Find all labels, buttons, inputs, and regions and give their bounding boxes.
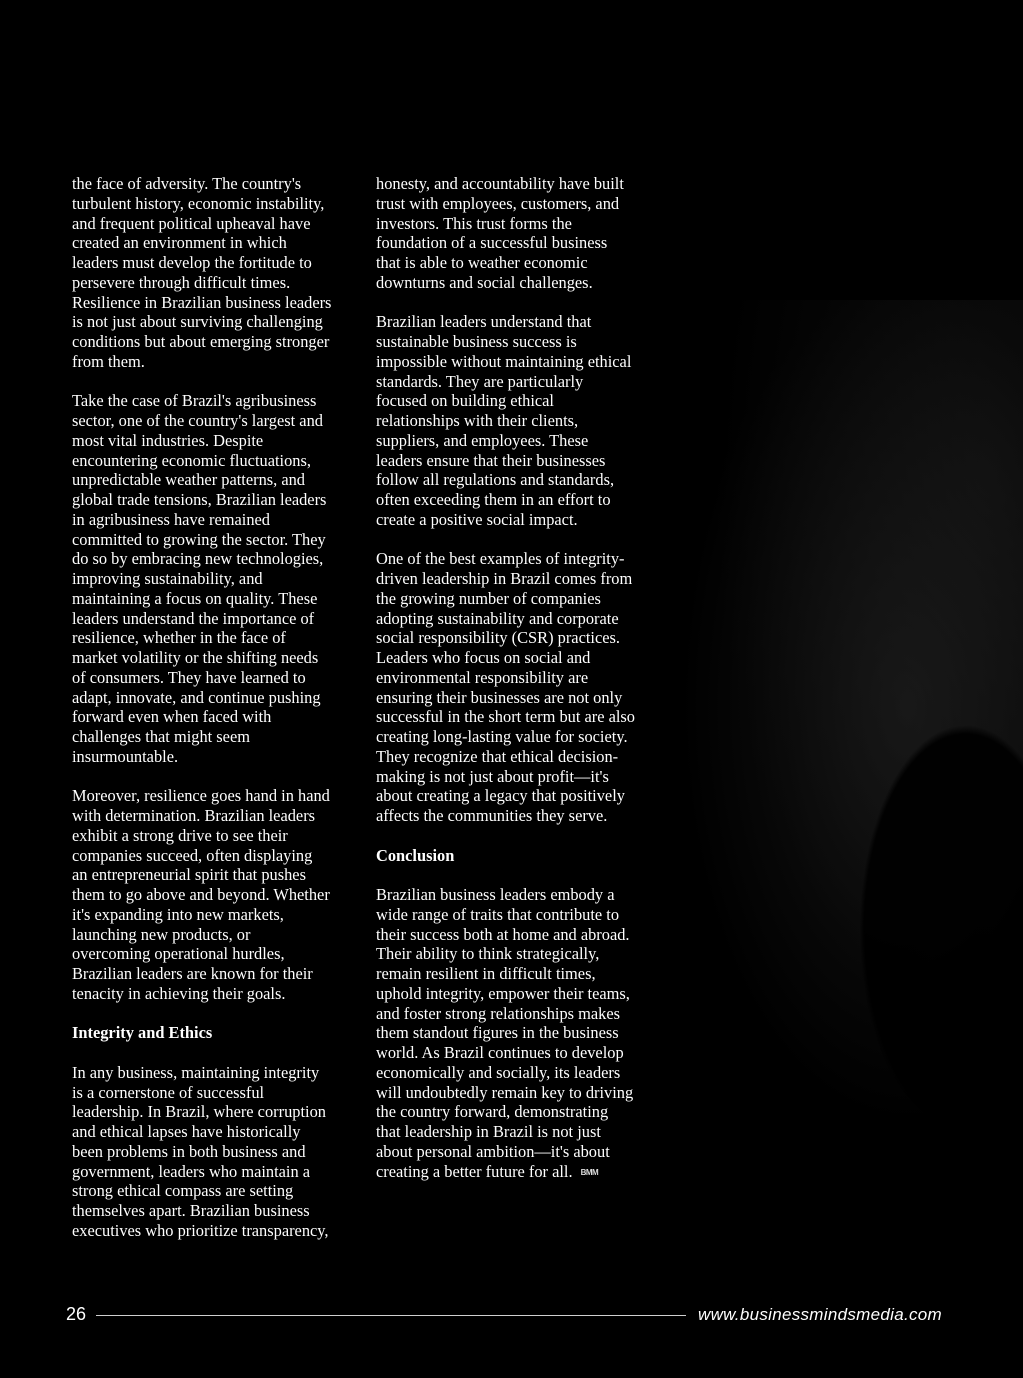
section-heading-conclusion: Conclusion — [376, 845, 455, 865]
left-paragraph-2: Take the case of Brazil's agribusiness sector, one of the country's largest and most vital industries. Despite encountering economic fluctuations, unpredictable weather patterns, and global trade tensions, Brazilian leaders in agribusiness have remained committed to growing the sector. They do so by embracing new technologies, improving sustainability, and maintaining a focus on quality. These leaders understand the importance of resilience, whether in the face of market volatility or the shifting needs of consumers. They have learned to adapt, innovate, and continue pushing forward even when faced with challenges that might seem insurmountable. — [72, 391, 327, 766]
right-paragraph-1: honesty, and accountability have built trust with employees, customers, and investors. This trust forms the foundation of a successful business that is able to weather economic downturns and social challenges. — [376, 174, 624, 292]
right-paragraph-2: Brazilian leaders understand that sustainable business success is impossible without maintaining ethical standards. They are particularly focused on building ethical relationships with their clients, suppliers, and employees. These leaders ensure that their businesses follow all regulations and standards, often exceeding them in an effort to create a positive social impact. — [376, 312, 632, 529]
page-footer — [0, 1302, 1023, 1330]
right-paragraph-4 — [376, 885, 658, 1182]
article-right-column — [376, 174, 658, 1202]
end-of-article-logo: BMM — [580, 1167, 599, 1177]
left-paragraph-4: In any business, maintaining integrity is a cornerstone of successful leadership. In Brazil, where corruption and ethical lapses have historically been problems in both business and government, leaders who maintain a strong ethical compass are setting themselves apart. Brazilian business executives who prioritize transparency, — [72, 1062, 329, 1240]
conclusion-text: Brazilian business leaders embody a wide range of traits that contribute to their success both at home and abroad. Their ability to think strategically, remain resilient in difficult times, uphold integrity, empower their teams, and foster strong relationships makes them standout figures in the business world. As Brazil continues to develop economically and socially, its leaders will undoubtedly remain key to driving the country forward, demonstrating that leadership in Brazil is not just about personal ambition—it's about creating a better future for all. — [376, 885, 634, 1181]
footer-website-url: www.businessmindsmedia.com — [698, 1305, 942, 1324]
right-paragraph-3: One of the best examples of integrity- driven leadership in Brazil comes from the growing number of companies adopting sustainability and corporate social responsibility (CSR) practices. Leaders who focus on social and environmental responsibility are ensuring their businesses are not only successful in the short term but are also creating long-lasting value for society. They recognize that ethical decision- making is not just about profit—it's about creating a legacy that positively affects the communities they serve. — [376, 549, 635, 825]
left-paragraph-1: the face of adversity. The country's turbulent history, economic instability, and frequent political upheaval have created an environment in which leaders must develop the fortitude to persevere through difficult times. Resilience in Brazilian business leaders is not just about surviving challenging conditions but about emerging stronger from them. — [72, 174, 332, 371]
page-number: 26 — [66, 1304, 87, 1324]
article-left-column — [72, 174, 354, 1260]
footer-divider — [96, 1315, 686, 1316]
left-paragraph-3: Moreover, resilience goes hand in hand with determination. Brazilian leaders exhibit a strong drive to see their companies succeed, often displaying an entrepreneurial spirit that pushes them to go above and beyond. Whether it's expanding into new markets, launching new products, or overcoming operational hurdles, Brazilian leaders are known for their tenacity in achieving their goals. — [72, 786, 330, 1003]
background-texture — [640, 300, 1023, 1200]
section-heading-integrity: Integrity and Ethics — [72, 1023, 213, 1043]
